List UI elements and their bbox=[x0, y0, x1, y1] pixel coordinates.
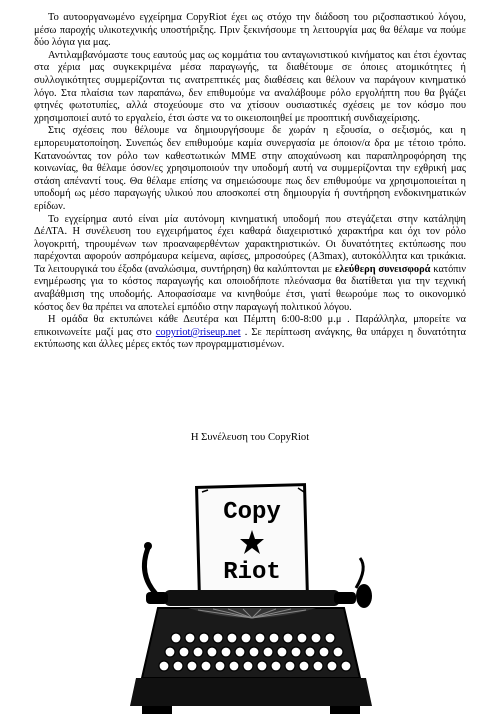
paragraph-infrastructure bbox=[34, 214, 466, 315]
paragraph-relations: Στις σχέσεις που θέλουμε να δημιουργήσουμε δε χωράν η εξουσία, ο σεξισμός, και η εμπορευματοποίηση. Συνεπώς δεν επιθυμούμε καμία συνεργασία με όποιον/α δρα με τέτοιο τρόπο. Κατανοώντας τον ρόλο των καθεστωτικών ΜΜΕ στην αποχαύνωση και παραπληροφόρηση της κοινωνίας, θα θέλαμε όσον/ες χρησιμοποιούν την υποδομή αυτή να συμμερίζονται την εχθρική μας στάση απέναντί τους. Θα θέλαμε επίσης να σημειώσουμε πως δεν επιθυμούμε να χρησιμοποιείται η υποδομή ως μέσο παραγωγής υλικού που αποσκοπεί στη δημιουργία ή συντήρηση ενδοκινηματικών ερίδων. bbox=[34, 125, 466, 212]
typewriter-star-logo bbox=[128, 478, 374, 718]
schedule-text-start: Η ομάδα θα εκτυπώνει κάθε Δευτέρα και Πέμπτη 6:00-8:00 μ.μ . Παράλληλα, μπορείτε να επικοινωνείτε μαζί μας στο bbox=[34, 314, 466, 338]
infrastructure-text-start: Το εγχείρημα αυτό είναι μία αυτόνομη κινηματική υποδομή που στεγάζεται στην κατάληψη ΔέΛΤΑ. Η συνέλευση του εγχειρήματος έχει καθαρά διαχειριστικό χαρακτήρα και όχι τον ρόλο λογοκριτή, τηρουμένων των προαναφερθέντων χαρακτηριστικών. Οι δυνατότητες εκτύπωσης που παρέχονται αφορούν ασπρόμαυρα κείμενα, αφίσες, μπροσούρες (Α3max), αυτοκόλλητα και τρικάκια. Τα λειτουργικά του έξοδα (αναλώσιμα, συντήρηση) θα καλύπτονται με bbox=[34, 213, 466, 275]
paragraph-schedule bbox=[34, 314, 466, 352]
signature: Η Συνέλευση του CopyRiot bbox=[190, 432, 310, 443]
document-body bbox=[34, 12, 466, 352]
infrastructure-text-end: κατόπιν ενημέρωσης για το κόστος παραγωγής και οποιοδήποτε πλεόνασμα θα διατίθεται για την τεχνική αναβάθμιση της υποδομής. Αποφασίσαμε να κινηθούμε έτσι, γιατί θεωρούμε πως το οικονομικό κόστος δεν θα πρέπει να αποτελεί εμπόδιο στην παραγωγή πολιτικού λόγου. bbox=[34, 263, 467, 313]
paragraph-movement: Αντιλαμβανόμαστε τους εαυτούς μας ως κομμάτια του ανταγωνιστικού κινήματος και έτσι έχοντας στα χέρια μας συγκεκριμένα μέσα παραγωγής, τα διαθέτουμε σε όποιες ατομικότητες ή συλλογικότητες συμμερίζονται τις ανατρεπτικές μας διαθέσεις και θέλουν να παράγουν κινηματικό λόγο. Στα πλαίσια των παραπάνω, δεν επιθυμούμε να αναλάβουμε ρόλο εργολήπτη που θα βγάζει φτηνές φωτοτυπίες, αλλά στοχεύουμε στο να χτίσουν ουσιαστικές σχέσεις με τον κόσμο που χρησιμοποιεί αυτό το εργαλείο, έτσι ώστε να το οικειοποιηθεί με προοπτική συνδιαχείρισης. bbox=[34, 49, 466, 124]
paragraph-intro: Το αυτοοργανωμένο εγχείρημα CopyRiot έχει ως στόχο την διάδοση του ριζοσπαστικού λόγου, μέσω παροχής υλικοτεχνικής υποστήριξης. Πριν ξεκινήσουμε τη λειτουργία μας θα θέλαμε να πούμε δύο λόγια για μας. bbox=[34, 12, 466, 49]
schedule-text-end: . Σε περίπτωση ανάγκης, θα υπάρχει η δυνατότητα εκτύπωσης και άλλες μέρες εκτός των προγραμματισμένων. bbox=[34, 326, 466, 351]
email-link[interactable]: copyriot@riseup.net bbox=[155, 326, 241, 338]
typewriter-illustration bbox=[128, 478, 374, 718]
free-contribution-bold: ελεύθερη συνεισφορά bbox=[334, 263, 431, 275]
logo-text-riot: Riot bbox=[223, 559, 281, 586]
logo-text-copy: Copy bbox=[223, 499, 281, 526]
